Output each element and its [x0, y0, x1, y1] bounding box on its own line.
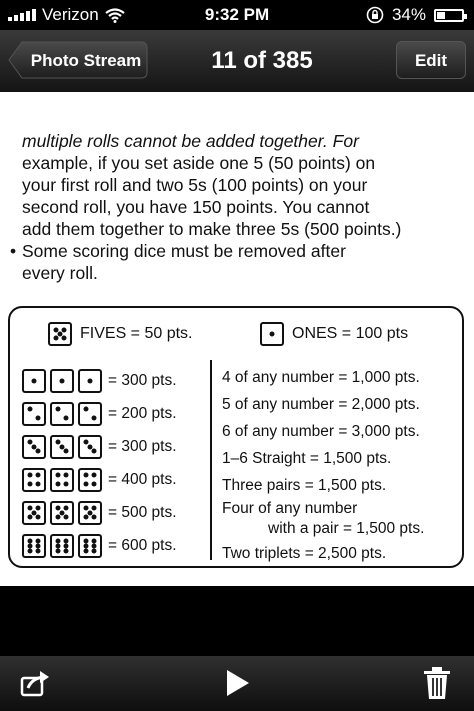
- bottom-toolbar: [0, 656, 474, 711]
- trash-icon[interactable]: [422, 666, 452, 700]
- die-icon: [78, 402, 102, 426]
- bullet-line: Some scoring dice must be removed after: [22, 241, 346, 261]
- die-pip: [55, 473, 60, 478]
- die-icon: [78, 534, 102, 558]
- die-pip: [62, 336, 67, 341]
- die-icon: [22, 402, 46, 426]
- paragraph-line: add them together to make three 5s (500 points.): [22, 219, 402, 239]
- back-button-label: Photo Stream: [30, 51, 142, 70]
- die-pip: [62, 327, 67, 332]
- page-title: 11 of 385: [211, 47, 313, 74]
- die-pip: [36, 481, 41, 486]
- die-icon: [48, 322, 72, 346]
- paragraph-line: your first roll and two 5s (100 points) on your: [22, 175, 368, 195]
- die-pip: [27, 407, 32, 412]
- die-pip: [88, 378, 93, 383]
- die-pip: [32, 378, 37, 383]
- dice-score-row: [22, 496, 177, 529]
- die-icon: [78, 435, 102, 459]
- status-right: [366, 5, 464, 25]
- die-icon: [50, 435, 74, 459]
- dice-group: [22, 369, 102, 393]
- die-pip: [64, 481, 69, 486]
- die-pip: [64, 548, 69, 553]
- die-pip: [36, 506, 41, 511]
- die-icon: [22, 501, 46, 525]
- navigation-bar: [0, 30, 474, 92]
- combo-line: 6 of any number = 3,000 pts.: [222, 423, 420, 440]
- die-icon: [22, 435, 46, 459]
- fives-label: FIVES = 50 pts.: [80, 325, 193, 342]
- die-pip: [36, 514, 41, 519]
- die-icon: [78, 369, 102, 393]
- dice-score-label: = 400 pts.: [108, 470, 177, 488]
- combo-line: with a pair = 1,500 pts.: [268, 520, 425, 537]
- die-pip: [64, 448, 69, 453]
- column-divider: [210, 360, 212, 560]
- ones-header: [260, 322, 408, 346]
- die-icon: [50, 468, 74, 492]
- carrier-label: Verizon: [42, 5, 99, 24]
- die-pip: [83, 481, 88, 486]
- die-pip: [27, 548, 32, 553]
- dice-score-row: [22, 364, 177, 397]
- die-pip: [92, 506, 97, 511]
- die-pip: [53, 336, 58, 341]
- die-pip: [64, 514, 69, 519]
- die-pip: [55, 548, 60, 553]
- die-pip: [92, 415, 97, 420]
- dice-score-row: [22, 529, 177, 562]
- ones-label: ONES = 100 pts: [292, 325, 409, 342]
- die-pip: [64, 473, 69, 478]
- die-pip: [83, 548, 88, 553]
- die-icon: [50, 369, 74, 393]
- die-pip: [92, 481, 97, 486]
- paragraph-line: example, if you set aside one 5 (50 points) on: [22, 153, 376, 173]
- dice-group: [22, 501, 102, 525]
- dice-score-label: = 500 pts.: [108, 503, 177, 521]
- status-bar: [0, 0, 474, 30]
- battery-icon: [434, 9, 464, 22]
- die-pip: [92, 548, 97, 553]
- combo-line: Two triplets = 2,500 pts.: [222, 545, 387, 562]
- die-pip: [55, 481, 60, 486]
- combo-line: Three pairs = 1,500 pts.: [222, 477, 387, 494]
- combo-line: 4 of any number = 1,000 pts.: [222, 369, 420, 386]
- bullet-line: every roll.: [22, 263, 98, 283]
- die-pip: [83, 473, 88, 478]
- dice-score-label: = 600 pts.: [108, 536, 177, 554]
- die-pip: [36, 548, 41, 553]
- die-pip: [27, 481, 32, 486]
- die-icon: [50, 402, 74, 426]
- combo-line: 1–6 Straight = 1,500 pts.: [222, 450, 392, 467]
- combo-line: 5 of any number = 2,000 pts.: [222, 396, 420, 413]
- die-pip: [92, 473, 97, 478]
- play-icon[interactable]: [220, 666, 254, 700]
- paragraph-line: second roll, you have 150 points. You cannot: [22, 197, 370, 217]
- die-pip: [83, 514, 88, 519]
- battery-percent: 34%: [391, 5, 426, 24]
- die-pip: [64, 506, 69, 511]
- dice-group: [22, 402, 102, 426]
- die-icon: [78, 468, 102, 492]
- die-icon: [22, 369, 46, 393]
- die-pip: [92, 448, 97, 453]
- back-button[interactable]: [8, 41, 148, 79]
- dice-group: [22, 534, 102, 558]
- die-pip: [36, 415, 41, 420]
- fives-header: [48, 322, 193, 346]
- rules-paragraph: [22, 130, 462, 240]
- die-icon: [50, 534, 74, 558]
- dice-score-row: [22, 463, 177, 496]
- die-pip: [36, 473, 41, 478]
- dice-score-row: [22, 430, 177, 463]
- die-pip: [60, 378, 65, 383]
- dice-scores: [22, 364, 177, 562]
- rotation-lock-icon: [366, 6, 384, 24]
- dice-score-label: = 300 pts.: [108, 437, 177, 455]
- dice-score-row: [22, 397, 177, 430]
- die-icon: [50, 501, 74, 525]
- die-pip: [64, 415, 69, 420]
- die-icon: [22, 534, 46, 558]
- die-pip: [27, 473, 32, 478]
- bullet-dot: •: [10, 241, 17, 261]
- edit-button[interactable]: Edit: [396, 41, 466, 79]
- photo-view[interactable]: [0, 92, 474, 586]
- clock: 9:32 PM: [204, 5, 270, 24]
- dice-score-label: = 300 pts.: [108, 371, 177, 389]
- die-icon: [260, 322, 284, 346]
- die-pip: [27, 514, 32, 519]
- die-icon: [78, 501, 102, 525]
- paragraph-line: multiple rolls cannot be added together. For: [22, 131, 359, 151]
- combo-scores: [222, 364, 424, 567]
- die-icon: [22, 468, 46, 492]
- share-icon[interactable]: [18, 666, 52, 700]
- dice-score-label: = 200 pts.: [108, 404, 177, 422]
- die-pip: [36, 448, 41, 453]
- die-pip: [270, 332, 275, 337]
- die-pip: [92, 514, 97, 519]
- die-pip: [83, 407, 88, 412]
- die-pip: [55, 514, 60, 519]
- die-pip: [55, 407, 60, 412]
- combo-line: Four of any number: [222, 500, 358, 517]
- dice-group: [22, 468, 102, 492]
- scoring-table: [8, 306, 464, 568]
- dice-group: [22, 435, 102, 459]
